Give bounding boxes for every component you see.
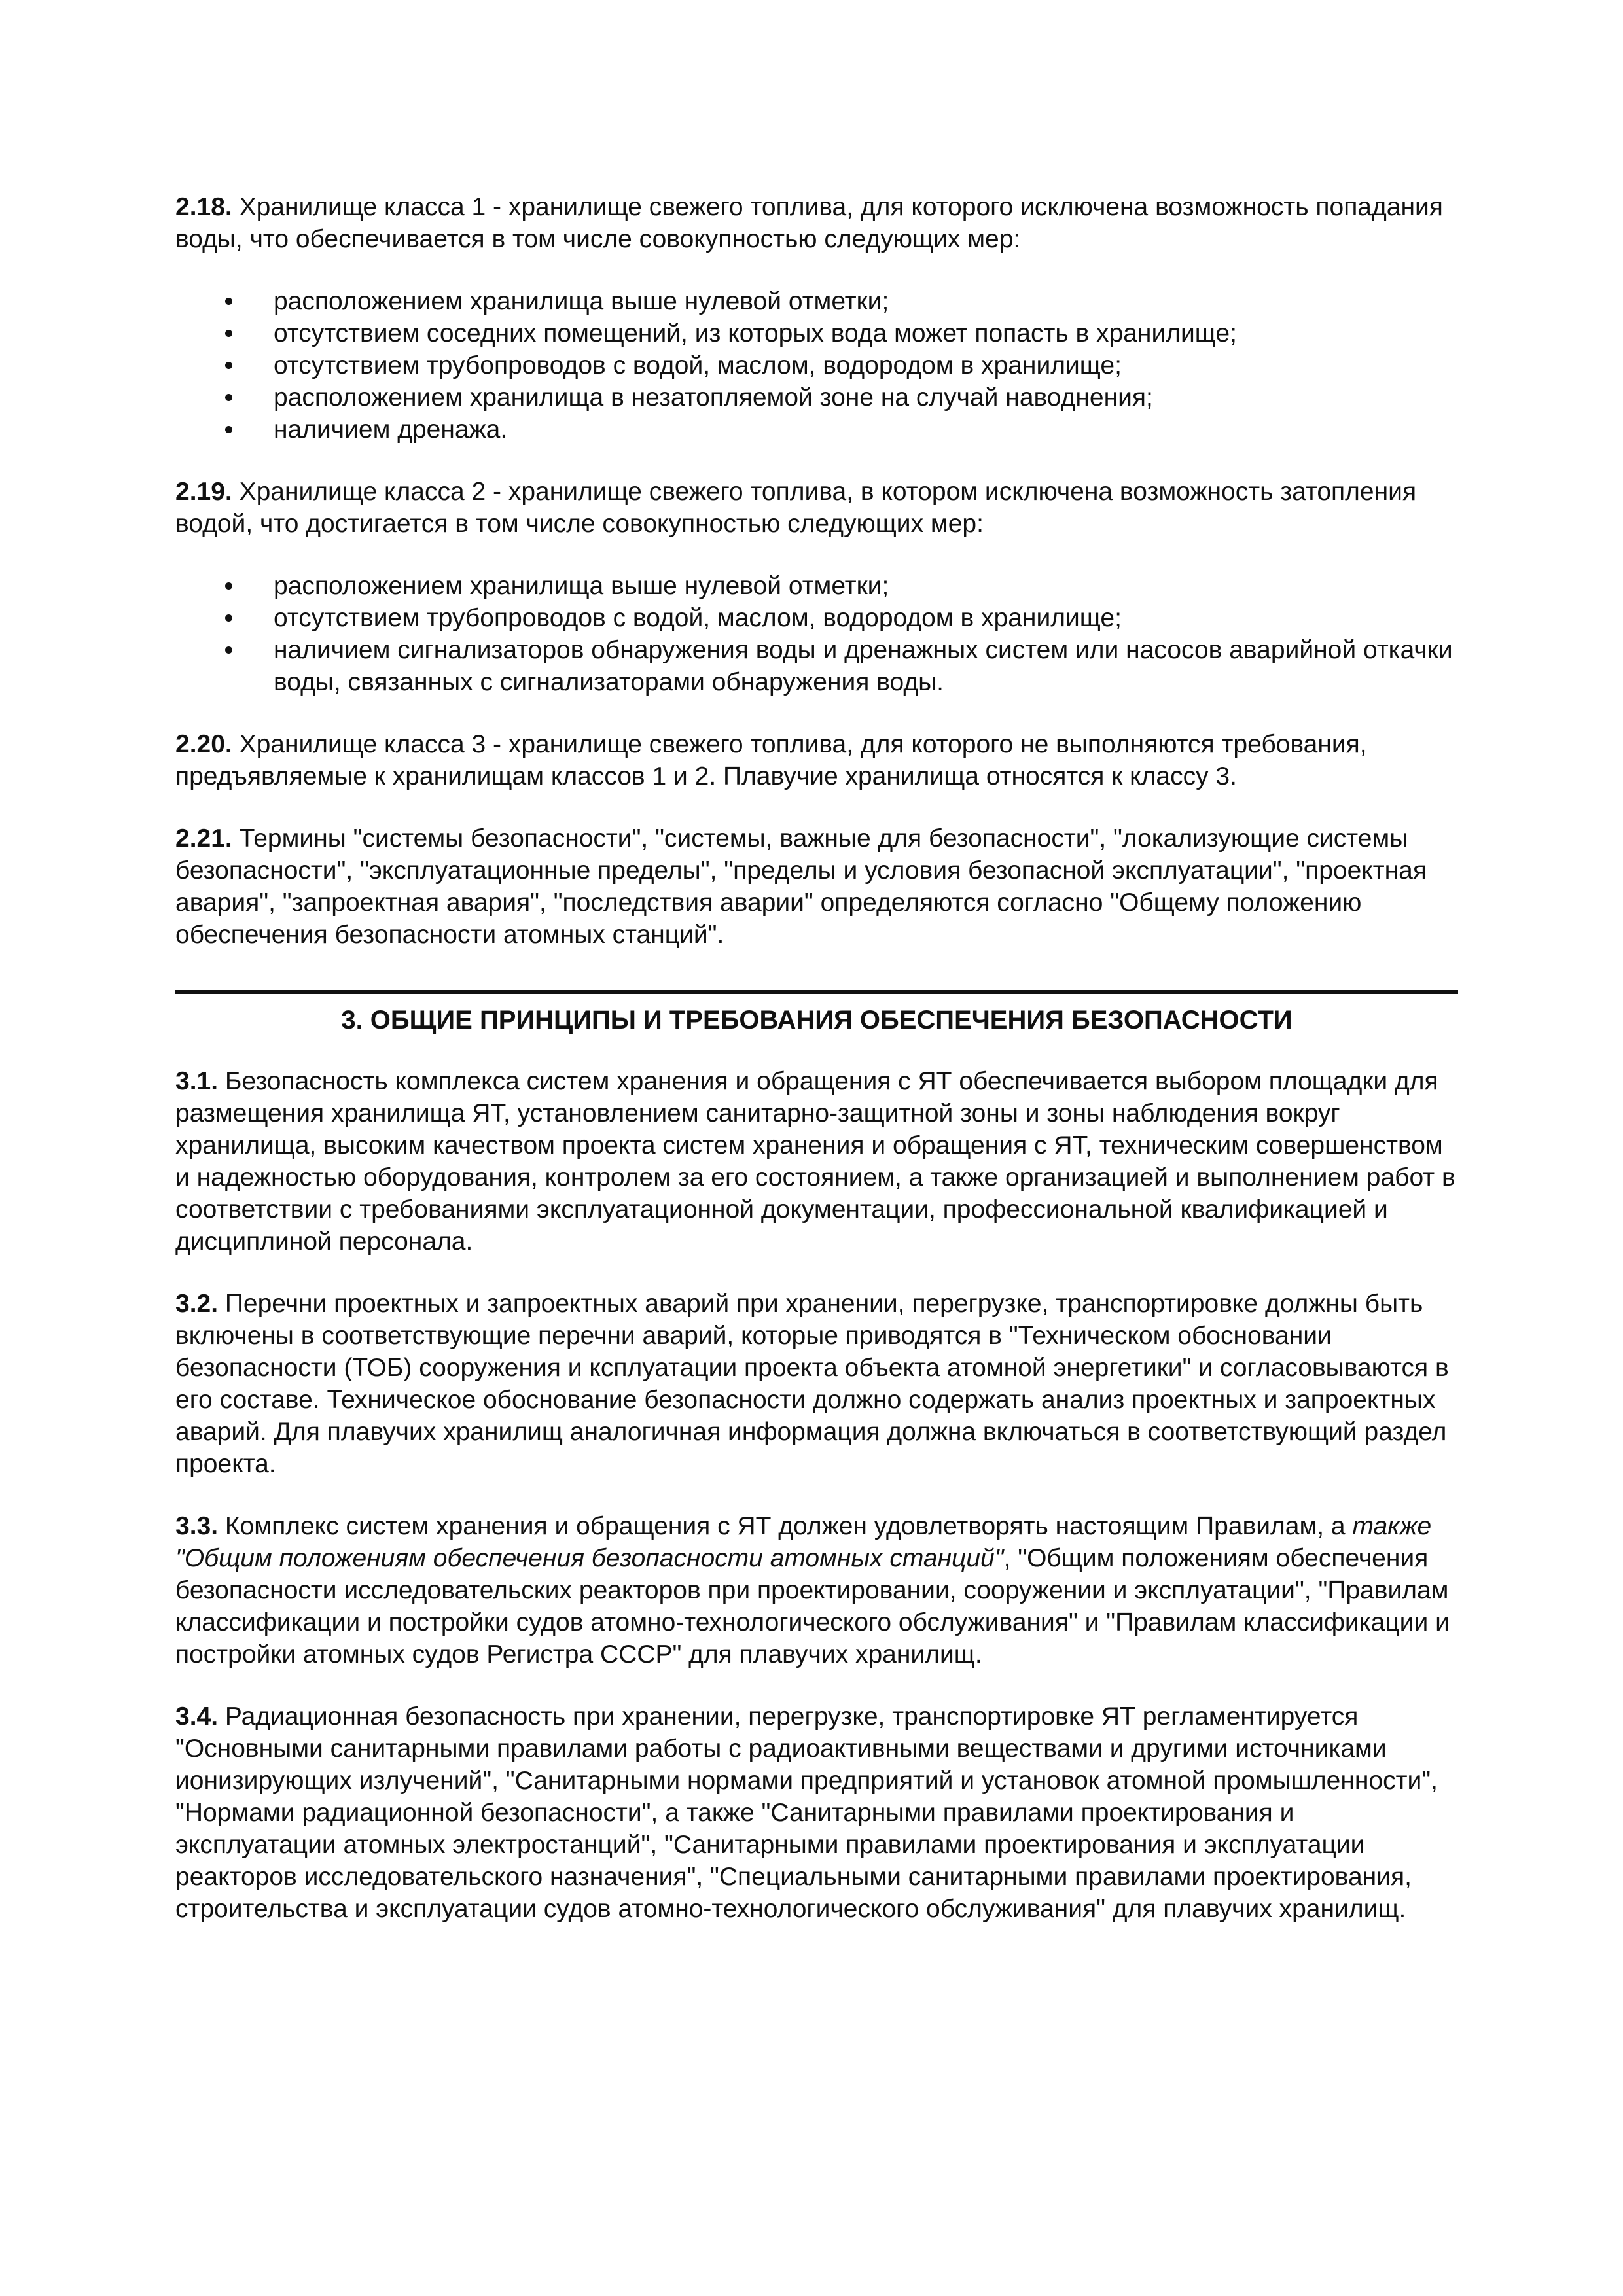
paragraph-3-4 xyxy=(175,1701,1458,1925)
list-item-text: отсутствием трубопроводов с водой, маслом, водородом в хранилище; xyxy=(274,604,1122,632)
paragraph-number: 2.18. xyxy=(175,193,232,221)
bullet-icon xyxy=(225,646,232,654)
list-item xyxy=(175,285,1458,317)
section-divider xyxy=(175,990,1458,994)
list-item-text: расположением хранилища выше нулевой отметки; xyxy=(274,572,889,600)
list-item-text: наличием сигнализаторов обнаружения воды и дренажных систем или насосов аварийной откачки воды, связанных с сигнализаторами обнаружения воды. xyxy=(274,636,1453,696)
bullet-icon xyxy=(225,426,232,433)
paragraph-text: Комплекс систем хранения и обращения с ЯТ должен удовлетворять настоящим Правилам, а xyxy=(218,1512,1353,1540)
paragraph-text: Хранилище класса 2 - хранилище свежего топлива, в котором исключена возможность затопления водой, что достигается в том числе совокупностью следующих мер: xyxy=(175,478,1417,538)
bullet-list-2-19 xyxy=(175,570,1458,698)
paragraph-text: Радиационная безопасность при хранении, перегрузке, транспортировке ЯТ регламентируется "Основными санитарными правилами работы с радиоактивными веществами и другими источниками ионизирующих излучений", "Санитарными нормами предприятий и установок атомной промышленности", "Нормами радиационной безопасности", а также "Санитарными правилами проектирования и эксплуатации атомных электростанций", "Санитарными правилами проектирования и эксплуатации реакторов исследовательского назначения", "Специальными санитарными правилами проектирования, строительства и эксплуатации судов атомно-технологического обслуживания" для плавучих хранилищ. xyxy=(175,1703,1438,1923)
paragraph-number: 2.20. xyxy=(175,730,232,758)
list-item-text: отсутствием соседних помещений, из которых вода может попасть в хранилище; xyxy=(274,319,1237,347)
paragraph-2-20 xyxy=(175,728,1458,792)
section-heading: 3. ОБЩИЕ ПРИНЦИПЫ И ТРЕБОВАНИЯ ОБЕСПЕЧЕНИЯ БЕЗОПАСНОСТИ xyxy=(341,1006,1293,1034)
bullet-icon xyxy=(225,582,232,590)
paragraph-3-2 xyxy=(175,1288,1458,1480)
paragraph-3-3 xyxy=(175,1510,1458,1670)
paragraph-text: Хранилище класса 1 - хранилище свежего топлива, для которого исключена возможность попадания воды, что обеспечивается в том числе совокупностью следующих мер: xyxy=(175,193,1443,253)
list-item xyxy=(175,634,1458,698)
list-item-text: расположением хранилища в незатопляемой зоне на случай наводнения; xyxy=(274,383,1153,412)
paragraph-2-19 xyxy=(175,476,1458,540)
paragraph-number: 3.3. xyxy=(175,1512,219,1540)
list-item xyxy=(175,570,1458,602)
paragraph-3-1 xyxy=(175,1065,1458,1258)
paragraph-number: 2.19. xyxy=(175,478,232,506)
list-item-text: расположением хранилища выше нулевой отметки; xyxy=(274,287,889,315)
paragraph-text: Безопасность комплекса систем хранения и обращения с ЯТ обеспечивается выбором площадки для размещения хранилища ЯТ, установлением санитарно-защитной зоны и зоны наблюдения вокруг хранилища, высоким качеством проекта систем хранения и обращения с ЯТ, техническим совершенством и надежностью оборудования, контролем за его состоянием, а также организацией и выполнением работ в соответствии с требованиями эксплуатационной документации, профессиональной квалификацией и дисциплиной персонала. xyxy=(175,1067,1455,1256)
list-item-text: отсутствием трубопроводов с водой, маслом, водородом в хранилище; xyxy=(274,351,1122,380)
bullet-icon xyxy=(225,614,232,622)
list-item xyxy=(175,414,1458,446)
paragraph-text: , "Общим положениям обеспечения безопасности исследовательских реакторов при проектировании, сооружении и эксплуатации", "Правилам классификации и постройки судов атомно-технологического обслуживания" и "Правилам классификации и постройки атомных судов Регистра СССР" для плавучих хранилищ. xyxy=(175,1544,1450,1669)
paragraph-text: Термины "системы безопасности", "системы, важные для безопасности", "локализующие системы безопасности", "эксплуатационные пределы", "пределы и условия безопасной эксплуатации", "проектная авария", "запроектная авария", "последствия аварии" определяются согласно "Общему положению обеспечения безопасности атомных станций". xyxy=(175,824,1427,949)
paragraph-number: 3.1. xyxy=(175,1067,219,1095)
list-item xyxy=(175,317,1458,349)
document-page xyxy=(175,191,1458,1955)
paragraph-text-italic: также "Общим положениям обеспечения безопасности атомных станций" xyxy=(175,1512,1432,1572)
list-item xyxy=(175,381,1458,414)
paragraph-text: Хранилище класса 3 - хранилище свежего топлива, для которого не выполняются требования, предъявляемые к хранилищам классов 1 и 2. Плавучие хранилища относятся к классу 3. xyxy=(175,730,1367,790)
bullet-icon xyxy=(225,330,232,337)
bullet-icon xyxy=(225,298,232,305)
paragraph-number: 3.4. xyxy=(175,1703,219,1731)
bullet-list-2-18 xyxy=(175,285,1458,446)
bullet-icon xyxy=(225,362,232,369)
list-item xyxy=(175,349,1458,381)
paragraph-number: 3.2. xyxy=(175,1290,219,1318)
list-item xyxy=(175,602,1458,634)
paragraph-2-18 xyxy=(175,191,1458,255)
bullet-icon xyxy=(225,394,232,401)
paragraph-2-21 xyxy=(175,822,1458,951)
list-item-text: наличием дренажа. xyxy=(274,415,508,444)
paragraph-number: 2.21. xyxy=(175,824,232,853)
paragraph-text: Перечни проектных и запроектных аварий при хранении, перегрузке, транспортировке должны быть включены в соответствующие перечни аварий, которые приводятся в "Техническом обосновании безопасности (ТОБ) сооружения и ксплуатации проекта объекта атомной энергетики" и согласовываются в его составе. Техническое обоснование безопасности должно содержать анализ проектных и запроектных аварий. Для плавучих хранилищ аналогичная информация должна включаться в соответствующий раздел проекта. xyxy=(175,1290,1449,1478)
